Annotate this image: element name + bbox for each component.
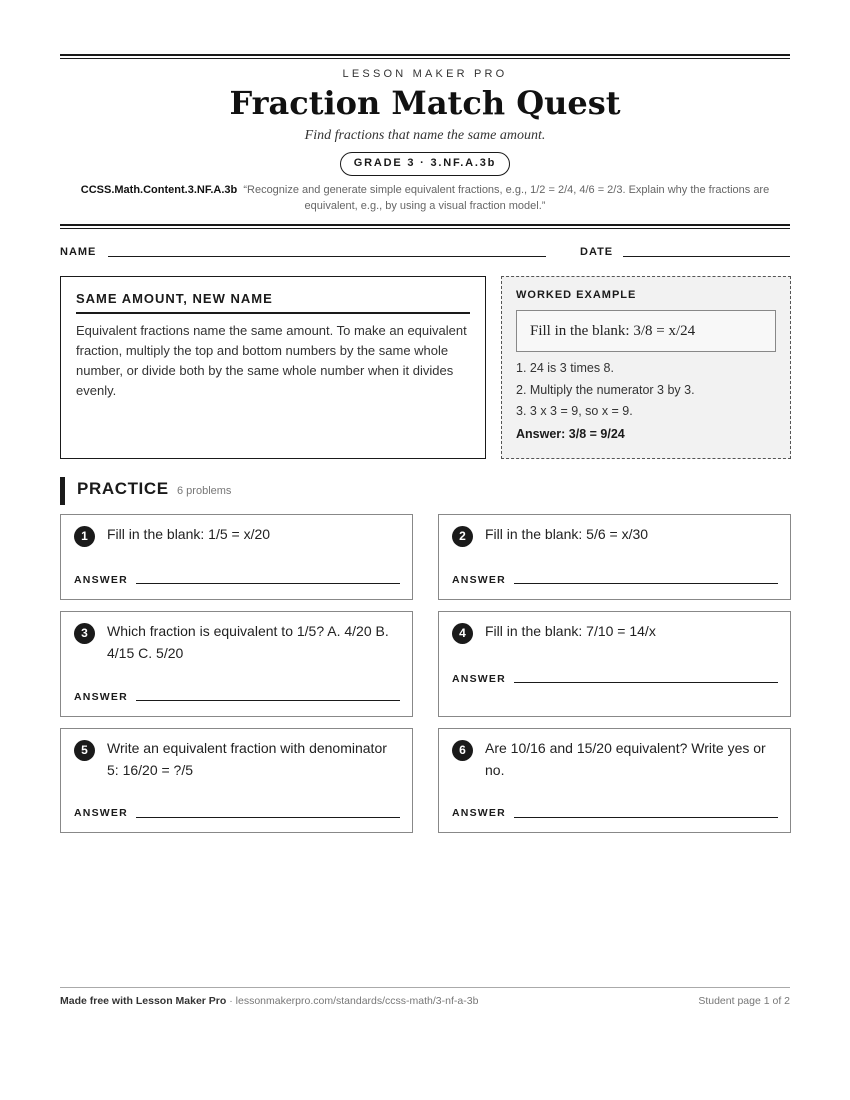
problem-number-badge: 6 bbox=[452, 740, 473, 761]
answer-label: ANSWER bbox=[74, 691, 128, 703]
answer-label: ANSWER bbox=[452, 807, 506, 819]
problem-number-badge: 1 bbox=[74, 526, 95, 547]
answer-field[interactable] bbox=[514, 583, 778, 584]
grade-badge: GRADE 3 · 3.NF.A.3b bbox=[340, 152, 510, 176]
practice-count: 6 problems bbox=[177, 485, 232, 497]
answer-label: ANSWER bbox=[452, 673, 506, 685]
problem-text: Which fraction is equivalent to 1/5? A. 4/20 B. 4/15 C. 5/20 bbox=[107, 623, 389, 661]
answer-label: ANSWER bbox=[452, 574, 506, 586]
standard-code: CCSS.Math.Content.3.NF.A.3b bbox=[80, 184, 238, 196]
student-fields bbox=[60, 244, 790, 264]
problem-number-badge: 2 bbox=[452, 526, 473, 547]
brand-name: LESSON MAKER PRO bbox=[342, 68, 508, 80]
practice-accent-bar bbox=[60, 477, 65, 505]
worked-example-step: 1. 24 is 3 times 8. bbox=[516, 361, 614, 375]
problem-text: Fill in the blank: 7/10 = 14/x bbox=[485, 623, 656, 639]
problem-number-badge: 5 bbox=[74, 740, 95, 761]
problem-card-1 bbox=[60, 514, 413, 600]
date-label: DATE bbox=[580, 246, 614, 258]
top-double-rule bbox=[60, 54, 790, 59]
concept-box bbox=[60, 276, 486, 459]
worked-example-steps bbox=[516, 358, 776, 423]
date-field[interactable] bbox=[623, 256, 790, 257]
worksheet-title: Fraction Match Quest bbox=[229, 84, 621, 122]
problem-text: Fill in the blank: 1/5 = x/20 bbox=[107, 526, 271, 542]
answer-field[interactable] bbox=[136, 700, 400, 701]
answer-field[interactable] bbox=[136, 583, 400, 584]
answer-field[interactable] bbox=[514, 817, 778, 818]
name-label: NAME bbox=[60, 246, 97, 258]
worked-example-title: WORKED EXAMPLE bbox=[516, 289, 637, 301]
worked-example-step: 3. 3 x 3 = 9, so x = 9. bbox=[516, 404, 633, 418]
worked-example-box bbox=[501, 276, 791, 459]
footer-rule bbox=[60, 987, 790, 988]
footer-url: · lessonmakerpro.com/standards/ccss-math/3-nf-a-3b bbox=[226, 995, 479, 1007]
answer-field[interactable] bbox=[514, 682, 778, 683]
worked-example-step: 2. Multiply the numerator 3 by 3. bbox=[516, 382, 695, 397]
answer-field[interactable] bbox=[136, 817, 400, 818]
answer-label: ANSWER bbox=[74, 574, 128, 586]
problem-card-6 bbox=[438, 728, 791, 833]
standard-text: “Recognize and generate simple equivalent fractions, e.g., 1/2 = 2/4, 4/6 = 2/3. Explain why the fractions are equivalent, e.g., by using a visual fraction model.” bbox=[243, 184, 770, 212]
footer-made-with: Made free with Lesson Maker Pro bbox=[60, 995, 227, 1007]
worksheet-subtitle: Find fractions that name the same amount. bbox=[304, 128, 546, 143]
problem-card-5 bbox=[60, 728, 413, 833]
problem-text: Are 10/16 and 15/20 equivalent? Write yes or no. bbox=[485, 740, 766, 778]
problem-number-badge: 3 bbox=[74, 623, 95, 644]
footer-page-number: Student page 1 of 2 bbox=[698, 995, 790, 1007]
footer-credit bbox=[60, 995, 478, 1007]
header-bottom-rule bbox=[60, 224, 790, 229]
concept-body: Equivalent fractions name the same amount. To make an equivalent fraction, multiply the top and bottom numbers by the same whole number, or divide both by the same whole number when it divides evenly. bbox=[76, 323, 467, 398]
problem-text: Fill in the blank: 5/6 = x/30 bbox=[485, 526, 649, 542]
worksheet-page bbox=[60, 0, 790, 1100]
problem-card-3 bbox=[60, 611, 413, 717]
problem-text: Write an equivalent fraction with denominator 5: 16/20 = ?/5 bbox=[107, 740, 387, 778]
worked-example-problem: Fill in the blank: 3/8 = x/24 bbox=[516, 310, 776, 352]
worked-example-answer: Answer: 3/8 = 9/24 bbox=[516, 426, 625, 441]
problem-card-4 bbox=[438, 611, 791, 717]
answer-label: ANSWER bbox=[74, 807, 128, 819]
practice-title: PRACTICE bbox=[77, 479, 169, 498]
name-field[interactable] bbox=[108, 256, 546, 257]
problem-card-2 bbox=[438, 514, 791, 600]
problem-number-badge: 4 bbox=[452, 623, 473, 644]
standard-description bbox=[60, 182, 790, 214]
concept-title: SAME AMOUNT, NEW NAME bbox=[76, 291, 470, 314]
